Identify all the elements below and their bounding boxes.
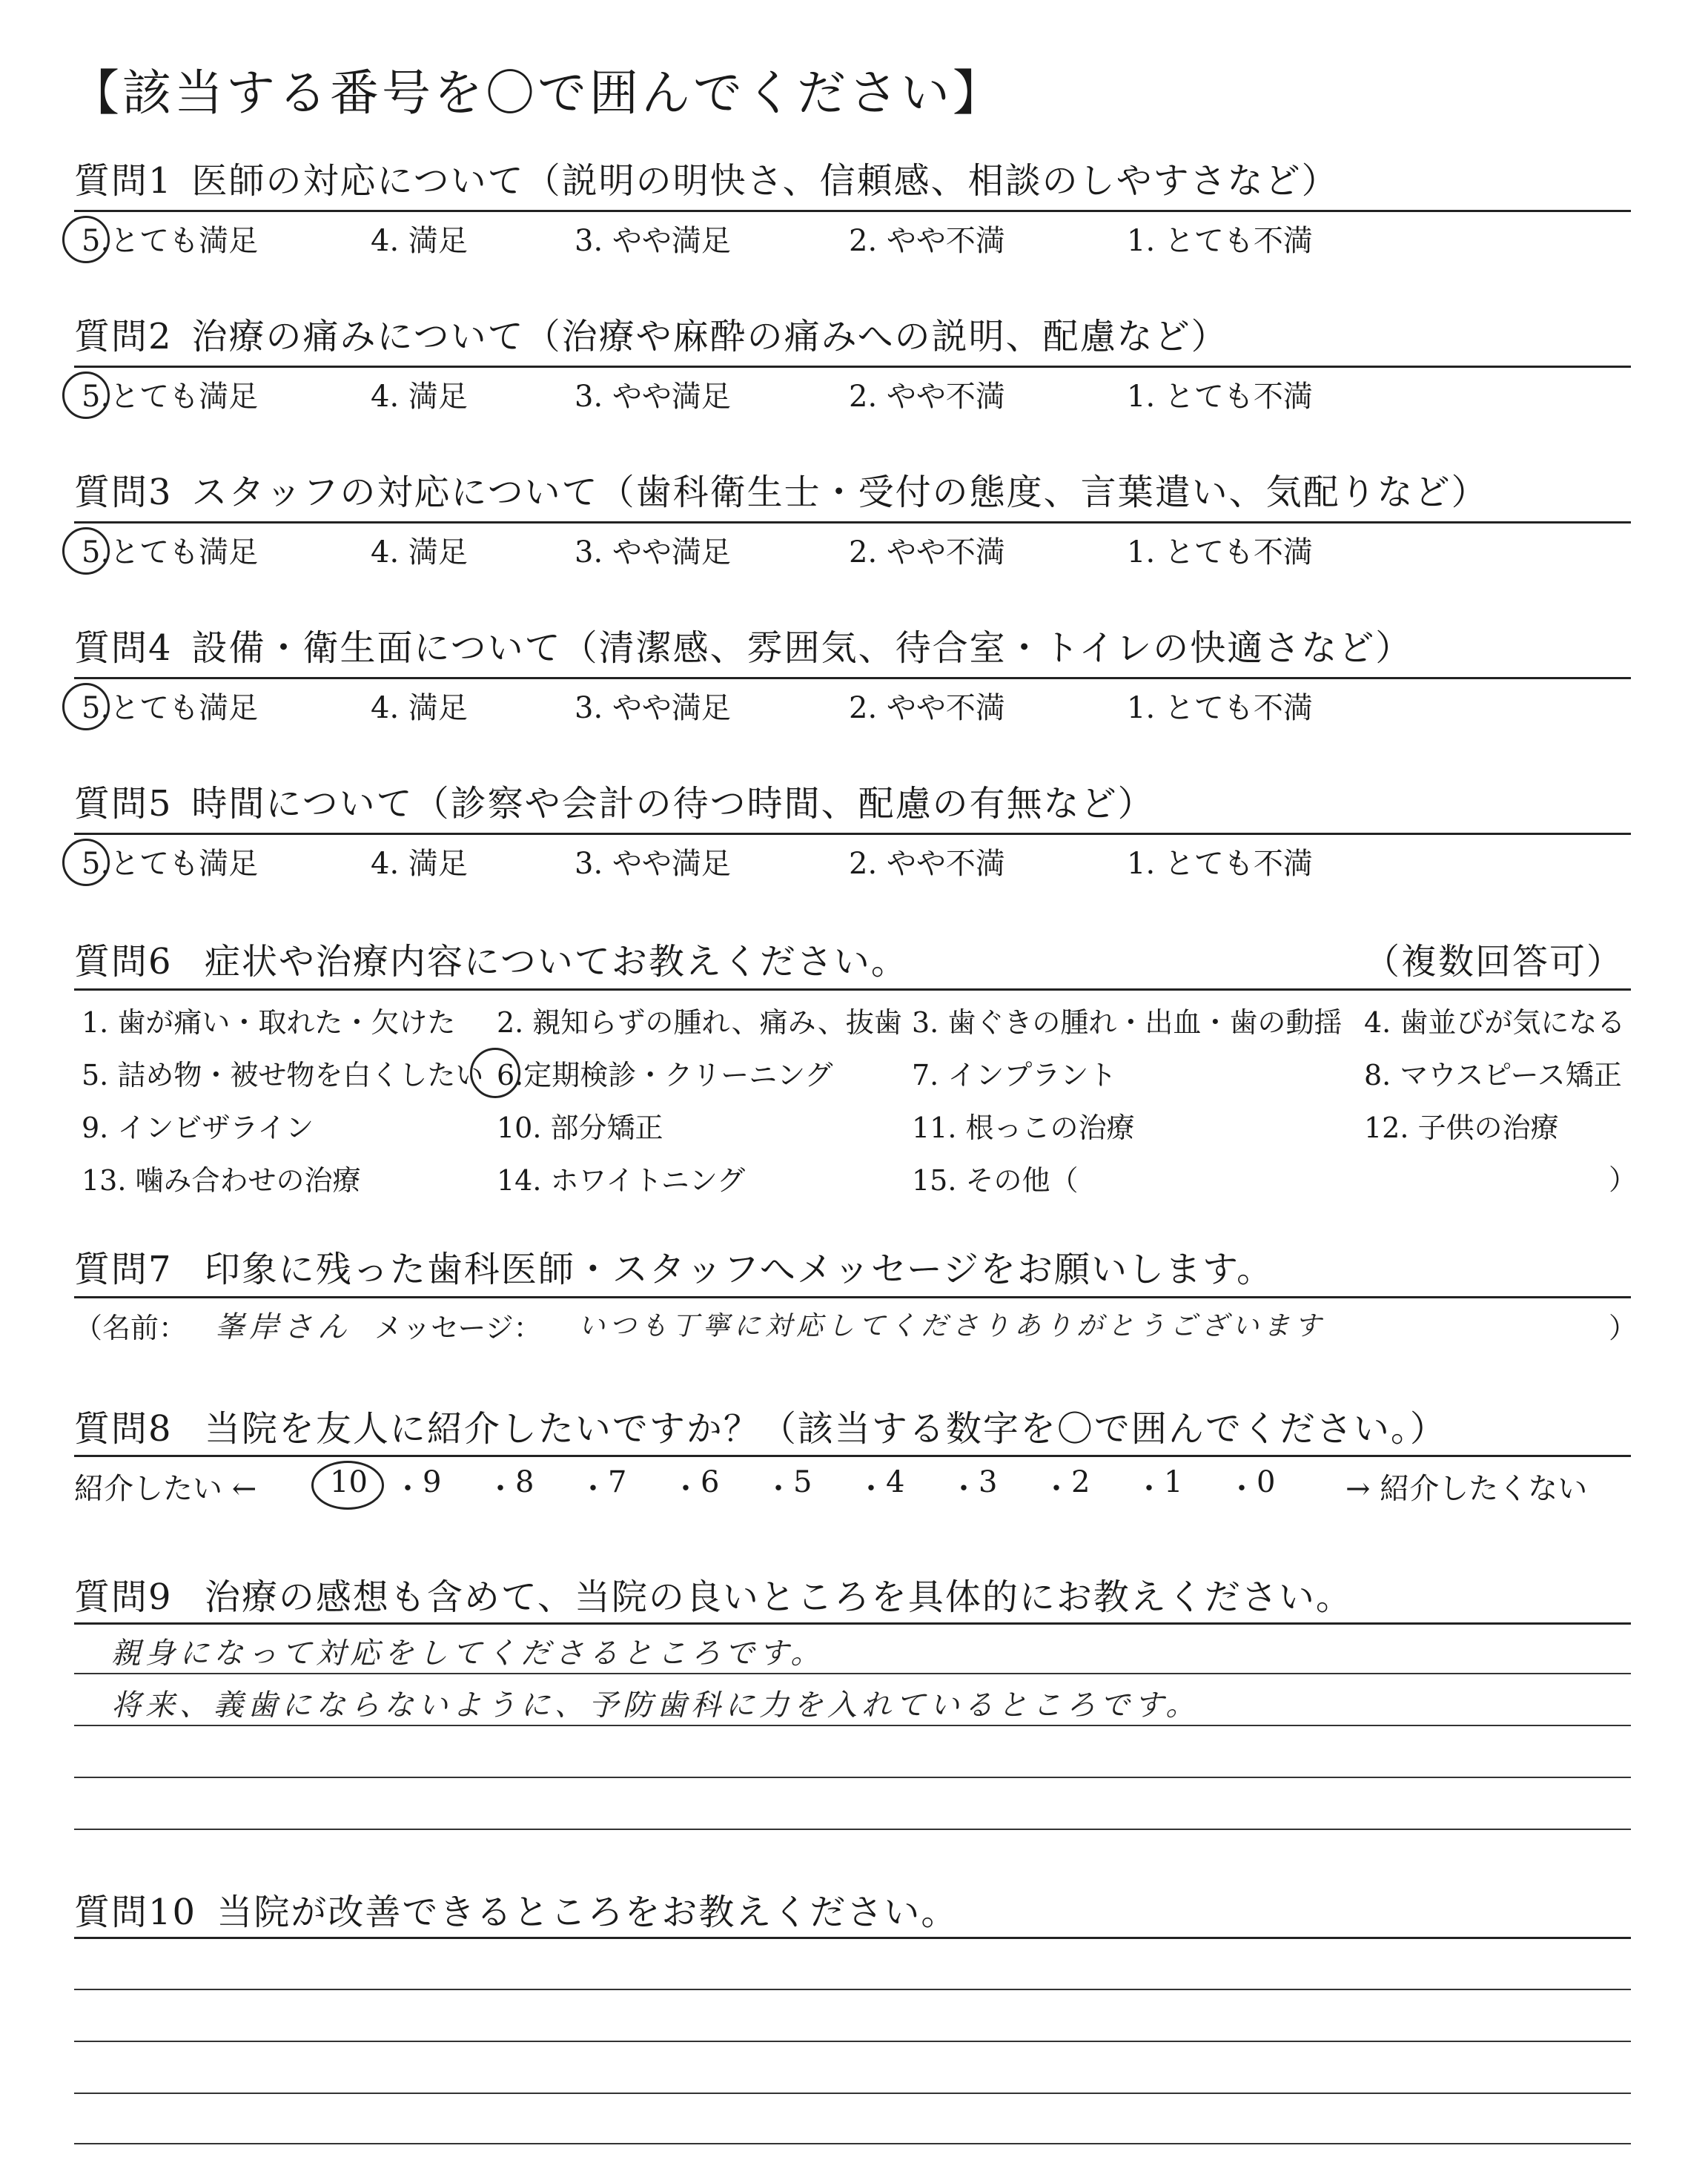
q6-question [74,933,908,984]
q9-rule [74,1622,1631,1625]
rating-question [74,152,1339,203]
question-label: 質問1 [74,160,173,202]
question-text: 時間について（診察や会計の待つ時間、配慮の有無など） [191,783,1155,825]
q7-label: 質問7 [74,1249,173,1290]
selection-circle [62,371,110,419]
q9-question [74,1568,1353,1619]
scale-separator-dot: ・ [671,1472,701,1506]
q7-text: 印象に残った歯科医師・スタッフへメッセージをお願いします。 [204,1249,1274,1290]
rating-option[interactable]: 1. とても不満 [1127,847,1313,881]
q10-text: 当院が改善できるところをお教えください。 [216,1892,959,1933]
q9-writing-line [74,1777,1631,1778]
question-rule [74,521,1631,524]
q6-text: 症状や治療内容についてお教えください。 [204,941,908,982]
scale-number[interactable]: 5 [793,1465,812,1499]
scale-number[interactable]: 9 [423,1465,442,1499]
scale-separator-dot: ・ [1042,1472,1071,1506]
scale-number[interactable]: 0 [1257,1465,1276,1499]
q8-label: 質問8 [74,1408,173,1450]
rating-option[interactable]: 4. 満足 [371,380,468,414]
q8-left-label: 紹介したい ← [74,1472,257,1506]
form-title: 【該当する番号を〇で囲んでください】 [70,65,1004,122]
scale-separator-dot: ・ [578,1472,608,1506]
question-label: 質問4 [74,627,173,669]
scale-number[interactable]: 3 [979,1465,998,1499]
q9-answer-line: 将来、義歯にならないように、予防歯科に力を入れているところです。 [111,1688,1200,1723]
rating-option[interactable]: 3. やや満足 [575,691,731,725]
checklist-option[interactable]: 7. インプラント [912,1059,1117,1091]
q9-label: 質問9 [74,1576,173,1618]
rating-option[interactable]: 2. やや不満 [849,847,1005,881]
checklist-option[interactable]: 11. 根っこの治療 [912,1112,1135,1144]
scale-number[interactable]: 2 [1071,1465,1090,1499]
selection-circle [62,839,110,886]
scale-number[interactable]: 7 [608,1465,627,1499]
scale-separator-dot: ・ [1227,1472,1257,1506]
scale-separator-dot: ・ [949,1472,979,1506]
q7-name-value: 峯岸さん [215,1310,351,1344]
checklist-option[interactable]: 1. 歯が痛い・取れた・欠けた [82,1006,456,1039]
question-text: 設備・衛生面について（清潔感、雰囲気、待合室・トイレの快適さなど） [191,627,1413,669]
question-rule [74,677,1631,679]
question-rule [74,210,1631,212]
q10-question [74,1883,958,1935]
checklist-option[interactable]: 2. 親知らずの腫れ、痛み、抜歯 [497,1006,902,1039]
q10-writing-line [74,1989,1631,1990]
rating-option[interactable]: 5.とても満足 [82,535,259,569]
selection-circle [470,1048,520,1098]
q10-writing-line [74,2143,1631,2144]
q7-message-value: いつも丁寧に対応してくださりありがとうございます [578,1311,1326,1341]
selection-circle [62,216,110,263]
checklist-option[interactable]: 9. インビザライン [82,1112,314,1144]
checklist-option[interactable]: 15. その他（ [912,1164,1079,1197]
rating-option[interactable]: 3. やや満足 [575,224,731,258]
q7-close-paren: ） [1609,1312,1638,1344]
rating-question [74,619,1412,670]
checklist-option[interactable]: 5. 詰め物・被せ物を白くしたい [82,1059,484,1091]
rating-option[interactable]: 2. やや不満 [849,535,1005,569]
q9-writing-line [74,1725,1631,1726]
checklist-option[interactable]: 14. ホワイトニング [497,1164,746,1197]
q8-question [74,1400,1447,1451]
rating-option[interactable]: 5.とても満足 [82,847,259,881]
rating-option[interactable]: 4. 満足 [371,224,468,258]
rating-option[interactable]: 3. やや満足 [575,380,731,414]
question-rule [74,833,1631,835]
scale-separator-dot: ・ [393,1472,423,1506]
scale-separator-dot: ・ [1134,1472,1164,1506]
checklist-option[interactable]: 3. 歯ぐきの腫れ・出血・歯の動揺 [912,1006,1343,1039]
rating-option[interactable]: 2. やや不満 [849,224,1005,258]
scale-number[interactable]: 10 [330,1465,368,1499]
rating-question [74,308,1228,359]
question-text: 治療の痛みについて（治療や麻酔の痛みへの説明、配慮など） [191,316,1228,357]
q7-rule [74,1296,1631,1298]
rating-question [74,463,1489,515]
rating-option[interactable]: 2. やや不満 [849,691,1005,725]
rating-option[interactable]: 1. とても不満 [1127,380,1313,414]
rating-option[interactable]: 2. やや不満 [849,380,1005,414]
q6-close-paren: ） [1609,1163,1638,1196]
q8-right-label: → 紹介したくない [1345,1472,1588,1506]
rating-option[interactable]: 5.とても満足 [82,691,259,725]
rating-question [74,775,1155,826]
question-label: 質問3 [74,472,173,513]
q10-rule [74,1937,1631,1939]
rating-option[interactable]: 1. とても不満 [1127,691,1313,725]
rating-option[interactable]: 3. やや満足 [575,847,731,881]
q9-text: 治療の感想も含めて、当院の良いところを具体的にお教えください。 [204,1576,1353,1618]
checklist-option[interactable]: 6.定期検診・クリーニング [497,1059,833,1091]
q10-writing-line [74,2041,1631,2042]
q10-writing-line [74,2093,1631,2094]
rating-option[interactable]: 5.とても満足 [82,224,259,258]
scale-number[interactable]: 6 [701,1465,720,1499]
rating-option[interactable]: 1. とても不満 [1127,224,1313,258]
question-text: 医師の対応について（説明の明快さ、信頼感、相談のしやすさなど） [191,160,1339,202]
q8-rule [74,1455,1631,1457]
q10-label: 質問10 [74,1892,197,1933]
checklist-option[interactable]: 13. 噛み合わせの治療 [82,1164,361,1197]
rating-option[interactable]: 4. 満足 [371,691,468,725]
question-rule [74,366,1631,368]
scale-number[interactable]: 8 [515,1465,534,1499]
q8-text: 当院を友人に紹介したいですか？（該当する数字を〇で囲んでください。） [204,1408,1447,1450]
checklist-option[interactable]: 4. 歯並びが気になる [1364,1006,1626,1039]
q9-writing-line [74,1829,1631,1830]
scale-separator-dot: ・ [486,1472,515,1506]
selection-circle [62,527,110,575]
q9-answer-line: 親身になって対応をしてくださるところです。 [111,1636,825,1671]
scale-separator-dot: ・ [764,1472,793,1506]
question-label: 質問5 [74,783,173,825]
q6-note: （複数回答可） [1364,941,1624,982]
rating-option[interactable]: 4. 満足 [371,847,468,881]
checklist-option[interactable]: 10. 部分矯正 [497,1112,663,1144]
selection-circle [62,683,110,730]
q6-rule [74,988,1631,991]
q7-question [74,1241,1274,1292]
rating-option[interactable]: 1. とても不満 [1127,535,1313,569]
rating-option[interactable]: 3. やや満足 [575,535,731,569]
rating-option[interactable]: 5.とても満足 [82,380,259,414]
rating-option[interactable]: 4. 満足 [371,535,468,569]
q7-message-label: メッセージ： [374,1312,542,1344]
q9-writing-line [74,1673,1631,1674]
question-text: スタッフの対応について（歯科衛生士・受付の態度、言葉遣い、気配りなど） [191,472,1489,513]
checklist-option[interactable]: 12. 子供の治療 [1364,1112,1559,1144]
q6-label: 質問6 [74,941,173,982]
selection-circle [311,1461,384,1510]
question-label: 質問2 [74,316,173,357]
scale-separator-dot: ・ [856,1472,886,1506]
checklist-option[interactable]: 8. マウスピース矯正 [1364,1059,1622,1091]
q7-name-label: （名前： [74,1312,188,1344]
scale-number[interactable]: 1 [1164,1465,1183,1499]
scale-number[interactable]: 4 [886,1465,905,1499]
